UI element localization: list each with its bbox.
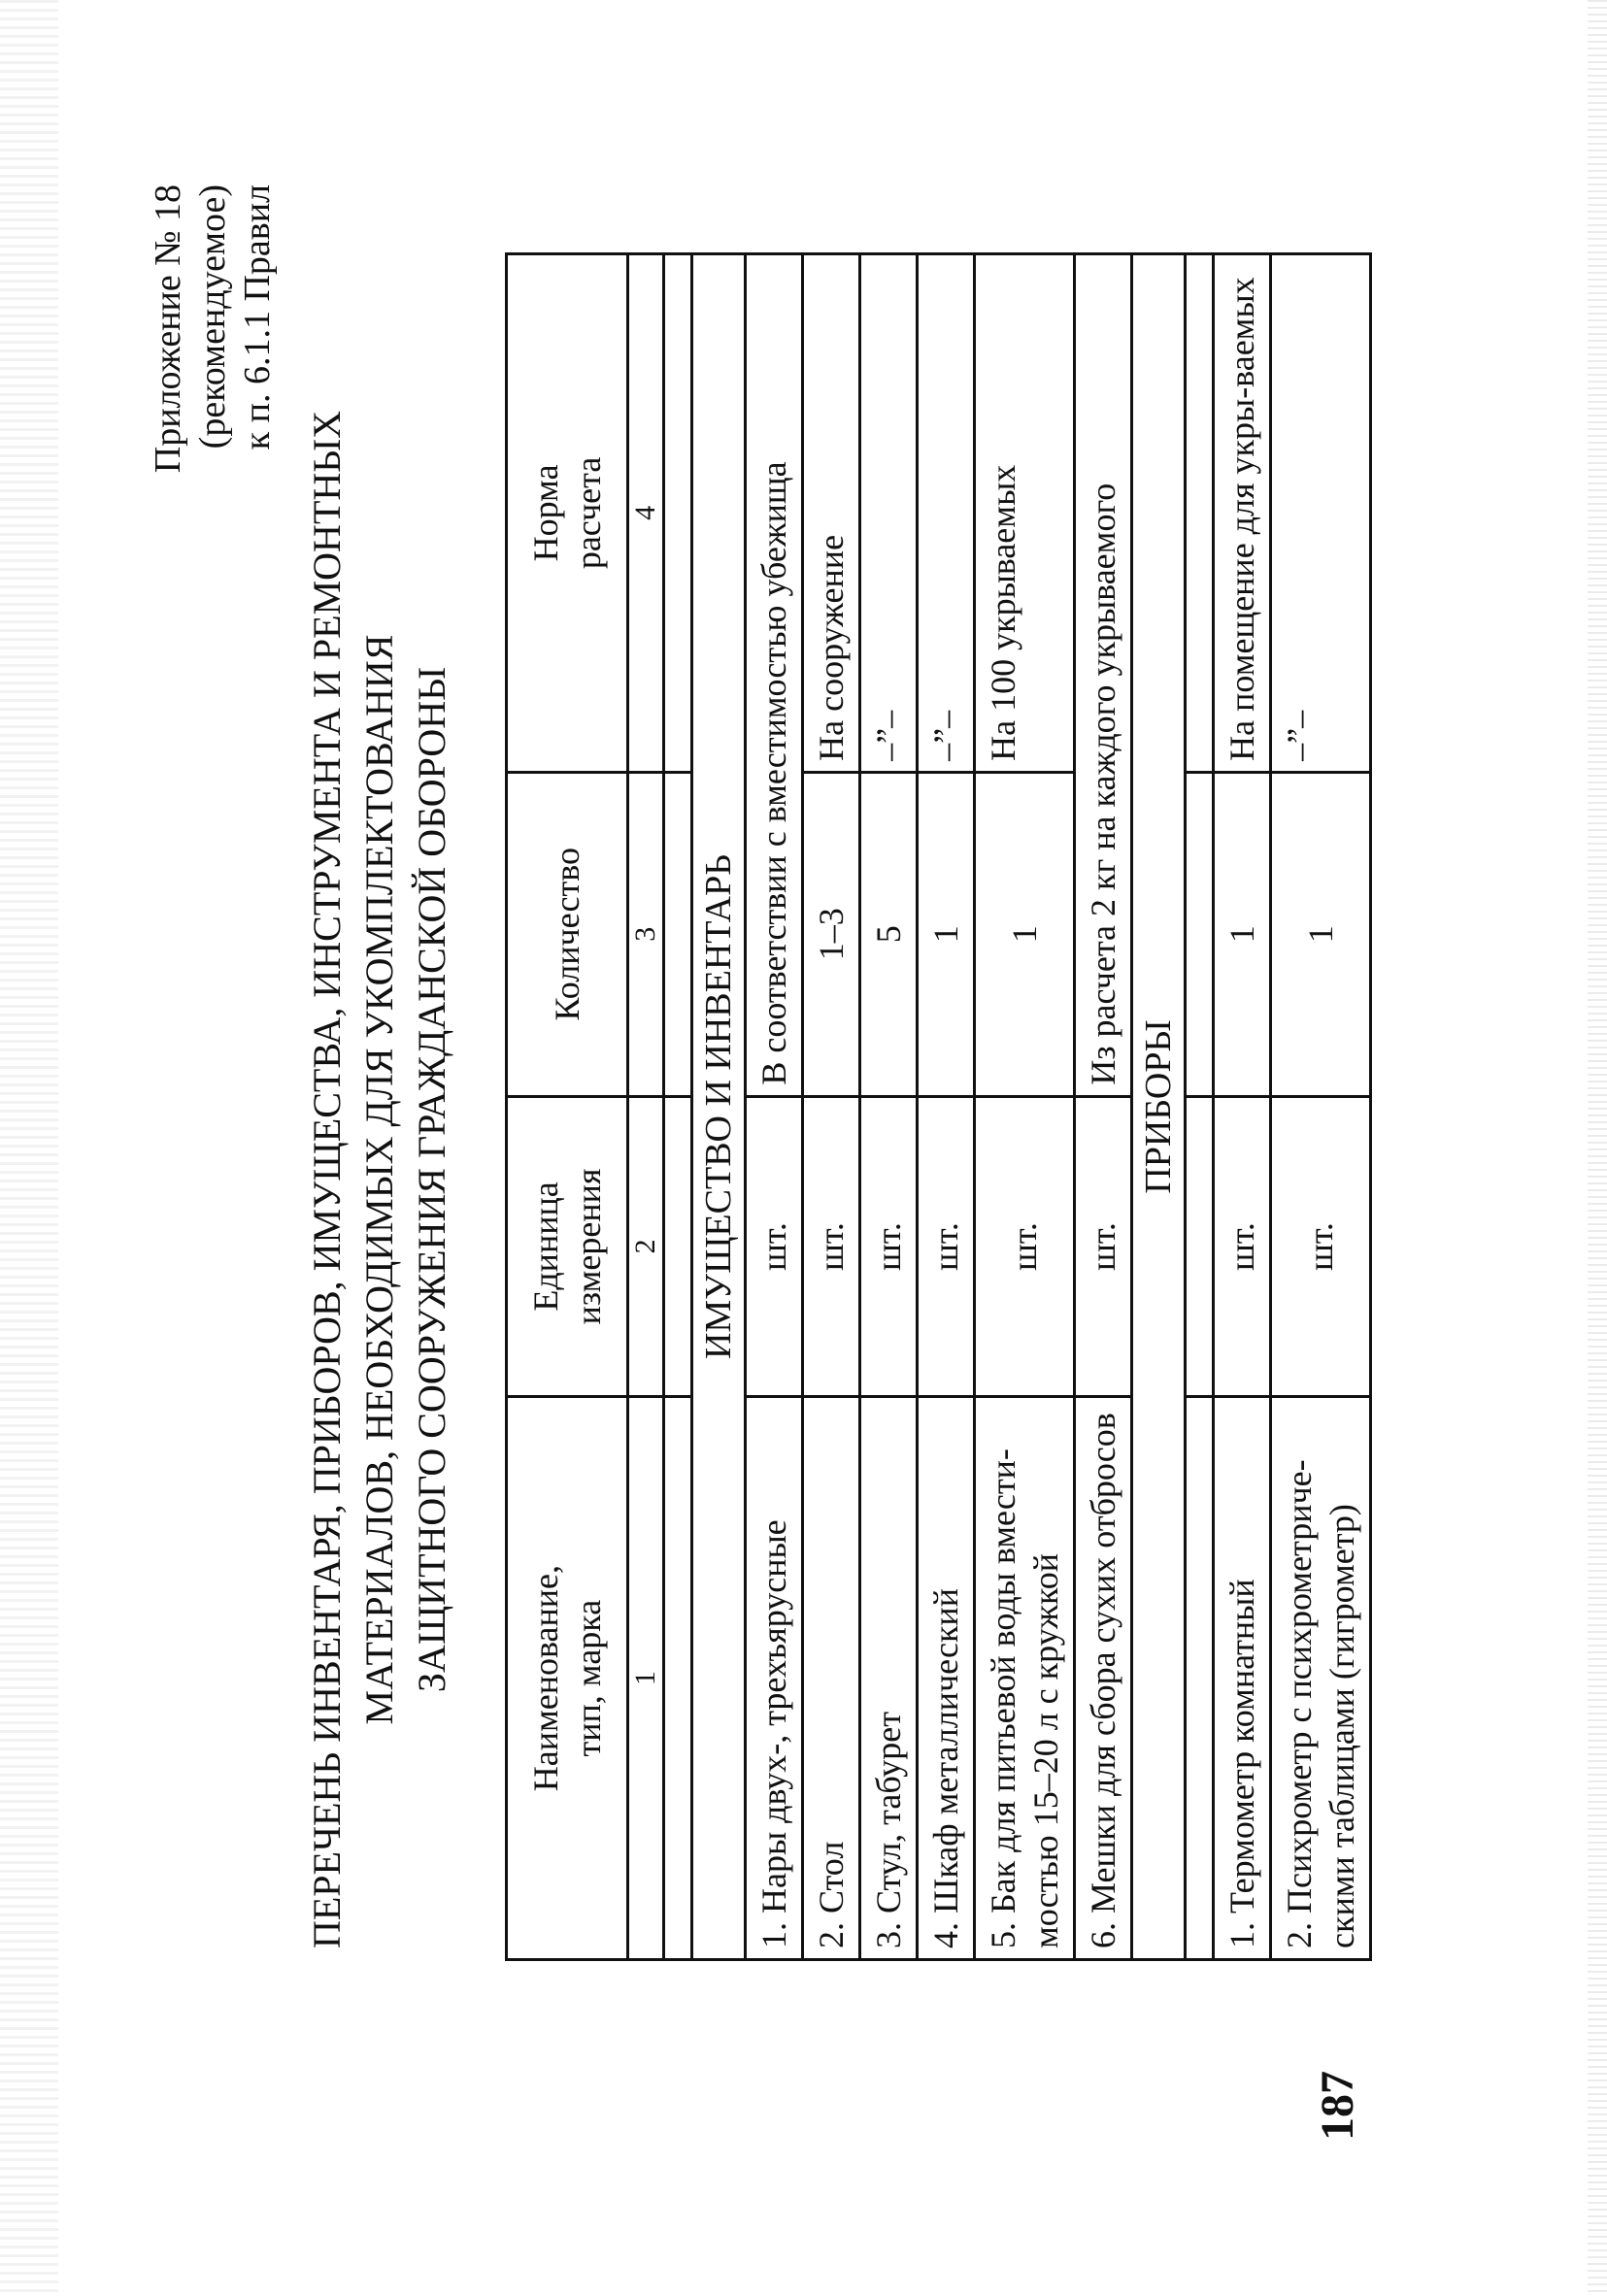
item-name: 6. Мешки для сбора сухих отбросов bbox=[1075, 1397, 1132, 1960]
table-header-row bbox=[507, 254, 628, 1960]
item-quantity: 1 bbox=[1214, 772, 1271, 1096]
item-quantity: 5 bbox=[860, 772, 918, 1096]
appendix-line-1: Приложение № 18 bbox=[148, 184, 188, 474]
spacer-cell bbox=[1186, 254, 1214, 773]
header-norm-line-1: Норма bbox=[526, 464, 565, 562]
item-unit: шт. bbox=[1075, 1096, 1132, 1397]
spacer-cell bbox=[664, 254, 692, 773]
header-name bbox=[507, 1397, 628, 1960]
item-name: 4. Шкаф металлический bbox=[918, 1397, 975, 1960]
item-name: 2. Стол bbox=[803, 1397, 860, 1960]
item-unit: шт. bbox=[1214, 1096, 1271, 1397]
column-number: 2 bbox=[628, 1096, 664, 1397]
item-norm: –”– bbox=[860, 254, 918, 773]
title-line-2: МАТЕРИАЛОВ, НЕОБХОДИМЫХ ДЛЯ УКОМПЛЕКТОВАНИЯ bbox=[357, 634, 401, 1725]
spacer-cell bbox=[664, 772, 692, 1096]
spacer-cell bbox=[664, 1397, 692, 1960]
table-row bbox=[746, 254, 803, 1960]
item-norm: На помещение для укры-ваемых bbox=[1214, 254, 1271, 773]
column-number: 3 bbox=[628, 772, 664, 1096]
table-row bbox=[860, 254, 918, 1960]
appendix-line-2: (рекомендуемое) bbox=[192, 184, 233, 449]
header-unit-line-2: измерения bbox=[569, 1168, 608, 1325]
item-unit: шт. bbox=[975, 1096, 1075, 1397]
inventory-table bbox=[505, 252, 1372, 1961]
header-unit bbox=[507, 1096, 628, 1397]
item-quantity: 1 bbox=[918, 772, 975, 1096]
item-unit: шт. bbox=[746, 1096, 803, 1397]
table-row bbox=[803, 254, 860, 1960]
item-merged-note: В соответствии с вместимостью убежища bbox=[746, 254, 803, 1097]
header-unit-line-1: Единица bbox=[526, 1181, 565, 1312]
table-row bbox=[1271, 254, 1371, 1960]
document-title bbox=[301, 354, 458, 2005]
section-title: ИМУЩЕСТВО И ИНВЕНТАРЬ bbox=[692, 254, 746, 1960]
spacer-row bbox=[1186, 254, 1214, 1960]
header-name-line-2: тип, марка bbox=[569, 1599, 608, 1757]
item-quantity: 1–3 bbox=[803, 772, 860, 1096]
table-row bbox=[975, 254, 1075, 1960]
item-name: 5. Бак для питьевой воды вмести-мостью 15–20 л с кружкой bbox=[975, 1397, 1075, 1960]
column-number: 1 bbox=[628, 1397, 664, 1960]
item-name: 1. Термометр комнатный bbox=[1214, 1397, 1271, 1960]
table-row bbox=[1214, 254, 1271, 1960]
item-unit: шт. bbox=[1271, 1096, 1371, 1397]
item-norm: На 100 укрываемых bbox=[975, 254, 1075, 773]
header-norm bbox=[507, 254, 628, 773]
title-line-1: ПЕРЕЧЕНЬ ИНВЕНТАРЯ, ПРИБОРОВ, ИМУЩЕСТВА, ИНСТРУМЕНТА И РЕМОНТНЫХ bbox=[305, 410, 349, 1949]
item-norm: На сооружение bbox=[803, 254, 860, 773]
appendix-note bbox=[146, 184, 280, 473]
spacer-cell bbox=[1186, 1397, 1214, 1960]
item-name: 1. Нары двух-, трехъярусные bbox=[746, 1397, 803, 1960]
item-quantity: 1 bbox=[975, 772, 1075, 1096]
section-row-property bbox=[692, 254, 746, 1960]
column-number-row bbox=[628, 254, 664, 1960]
item-norm: –”– bbox=[918, 254, 975, 773]
table-row bbox=[918, 254, 975, 1960]
spacer-cell bbox=[1186, 1096, 1214, 1397]
spacer-row bbox=[664, 254, 692, 1960]
item-quantity: 1 bbox=[1271, 772, 1371, 1096]
header-name-line-1: Наименование, bbox=[526, 1564, 565, 1792]
header-quantity: Количество bbox=[507, 772, 628, 1096]
item-unit: шт. bbox=[803, 1096, 860, 1397]
item-norm: –”– bbox=[1271, 254, 1371, 773]
appendix-line-3: к п. 6.1.1 Правил bbox=[237, 184, 278, 450]
column-number: 4 bbox=[628, 254, 664, 773]
item-name: 2. Психрометр с психрометриче-скими таблицами (гигрометр) bbox=[1271, 1397, 1371, 1960]
section-title: ПРИБОРЫ bbox=[1132, 254, 1186, 1960]
spacer-cell bbox=[1186, 772, 1214, 1096]
title-line-3: ЗАЩИТНОГО СООРУЖЕНИЯ ГРАЖДАНСКОЙ ОБОРОНЫ bbox=[410, 666, 453, 1693]
item-unit: шт. bbox=[860, 1096, 918, 1397]
header-norm-line-2: расчета bbox=[569, 456, 608, 570]
item-merged-note: Из расчета 2 кг на каждого укрываемого bbox=[1075, 254, 1132, 1097]
section-row-instruments bbox=[1132, 254, 1186, 1960]
table-row bbox=[1075, 254, 1132, 1960]
page-number: 187 bbox=[1312, 2071, 1363, 2141]
item-name: 3. Стул, табурет bbox=[860, 1397, 918, 1960]
spacer-cell bbox=[664, 1096, 692, 1397]
item-unit: шт. bbox=[918, 1096, 975, 1397]
